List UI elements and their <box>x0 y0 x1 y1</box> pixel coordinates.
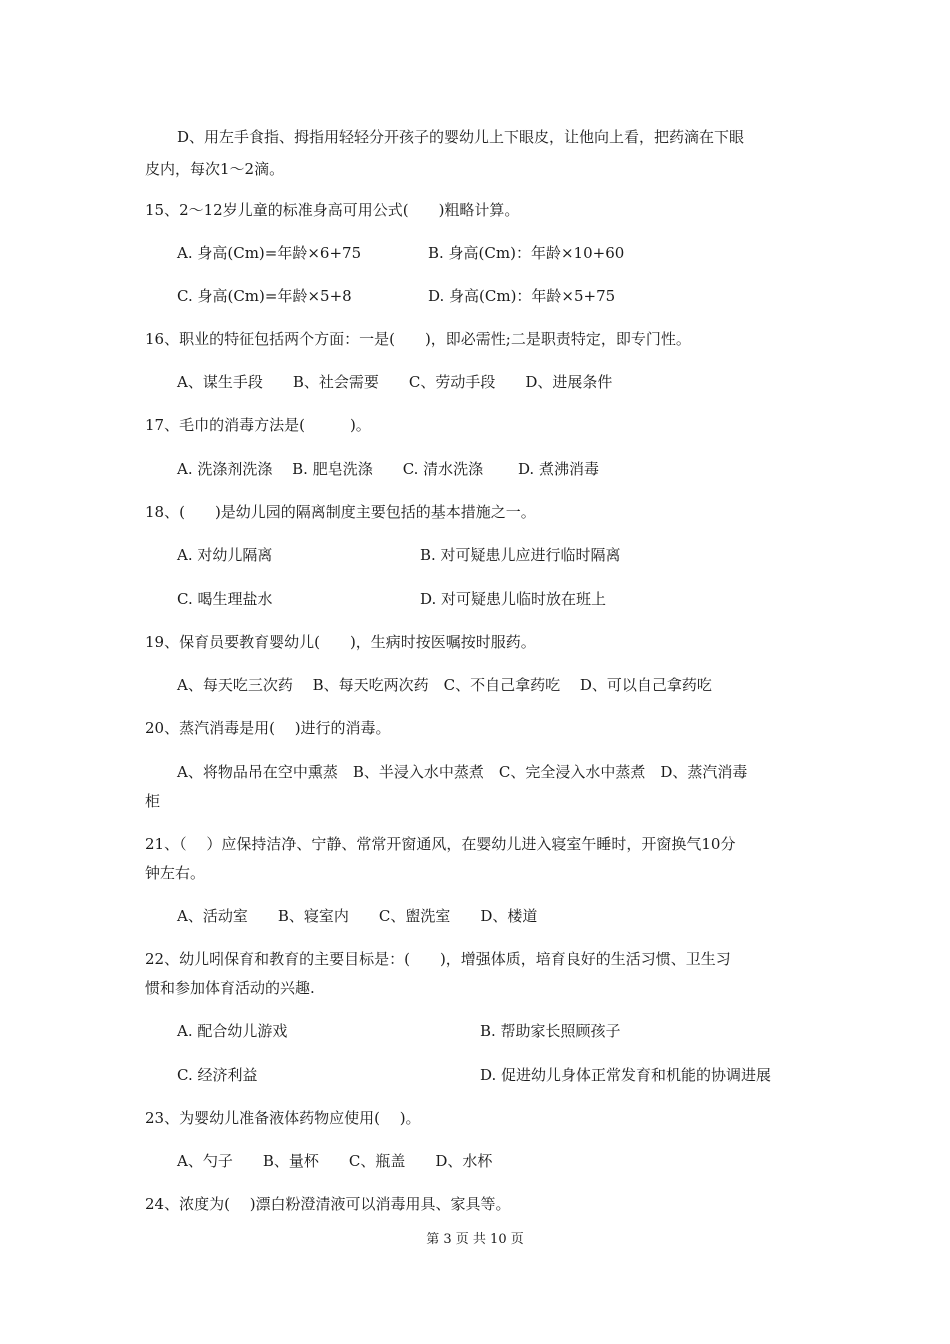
question-18-option-b: B. 对可疑患儿应进行临时隔离 <box>420 546 621 564</box>
question-22-option-c: C. 经济利益 <box>177 1066 258 1084</box>
question-19-options: A、每天吃三次药 B、每天吃两次药 C、不自己拿药吃 D、可以自己拿药吃 <box>177 676 712 694</box>
question-22-stem-line-1: 22、幼儿吲保育和教育的主要目标是：( )，增强体质，培育良好的生活习惯、卫生习 <box>145 950 731 968</box>
question-18-stem: 18、( )是幼儿园的隔离制度主要包括的基本措施之一。 <box>145 503 536 521</box>
question-18-option-d: D. 对可疑患儿临时放在班上 <box>420 590 607 608</box>
question-17-options: A. 洗涤剂洗涤 B. 肥皂洗涤 C. 清水洗涤 D. 煮沸消毒 <box>177 460 599 478</box>
question-17-stem: 17、毛巾的消毒方法是( )。 <box>145 416 371 434</box>
question-20-options-line-2: 柜 <box>145 792 161 810</box>
question-22-stem-line-2: 惯和参加体育活动的兴趣. <box>145 979 315 997</box>
question-21-stem-line-1: 21、（ ）应保持洁净、宁静、常常开窗通风，在婴幼儿进入寝室午睡时，开窗换气10分 <box>145 835 736 853</box>
question-20-stem: 20、蒸汽消毒是用( )进行的消毒。 <box>145 719 391 737</box>
question-22-option-d: D. 促进幼儿身体正常发育和机能的协调进展 <box>480 1066 772 1084</box>
question-23-options: A、勺子 B、量杯 C、瓶盖 D、水杯 <box>177 1152 493 1170</box>
question-19-stem: 19、保育员要教育婴幼儿( )，生病时按医嘱按时服药。 <box>145 633 536 651</box>
intro-line-1: D、用左手食指、拇指用轻轻分开孩子的婴幼儿上下眼皮，让他向上看，把药滴在下眼 <box>177 128 745 146</box>
question-18-option-a: A. 对幼儿隔离 <box>177 546 273 564</box>
page-number-footer: 第 3 页 共 10 页 <box>426 1232 524 1247</box>
question-15-option-b: B. 身高(Cm)：年龄×10+60 <box>428 244 625 262</box>
question-20-options-line-1: A、将物品吊在空中熏蒸 B、半浸入水中蒸煮 C、完全浸入水中蒸煮 D、蒸汽消毒 <box>177 763 748 781</box>
question-15-option-a: A. 身高(Cm)=年龄×6+75 <box>177 244 362 262</box>
question-15-option-d: D. 身高(Cm)：年龄×5+75 <box>428 287 616 305</box>
intro-line-2: 皮内，每次1～2滴。 <box>145 160 285 178</box>
question-22-option-b: B. 帮助家长照顾孩子 <box>480 1022 621 1040</box>
question-23-stem: 23、为婴幼儿准备液体药物应使用( )。 <box>145 1109 421 1127</box>
question-15-option-c: C. 身高(Cm)=年龄×5+8 <box>177 287 352 305</box>
question-16-stem: 16、职业的特征包括两个方面：一是( )，即必需性;二是职责特定，即专门性。 <box>145 330 691 348</box>
question-18-option-c: C. 喝生理盐水 <box>177 590 273 608</box>
question-21-options: A、活动室 B、寝室内 C、盥洗室 D、楼道 <box>177 907 538 925</box>
question-21-stem-line-2: 钟左右。 <box>145 864 206 882</box>
question-22-option-a: A. 配合幼儿游戏 <box>177 1022 288 1040</box>
question-15-stem: 15、2～12岁儿童的标准身高可用公式( )粗略计算。 <box>145 201 520 219</box>
question-24-stem: 24、浓度为( )漂白粉澄清液可以消毒用具、家具等。 <box>145 1195 511 1213</box>
question-16-options: A、谋生手段 B、社会需要 C、劳动手段 D、进展条件 <box>177 373 613 391</box>
